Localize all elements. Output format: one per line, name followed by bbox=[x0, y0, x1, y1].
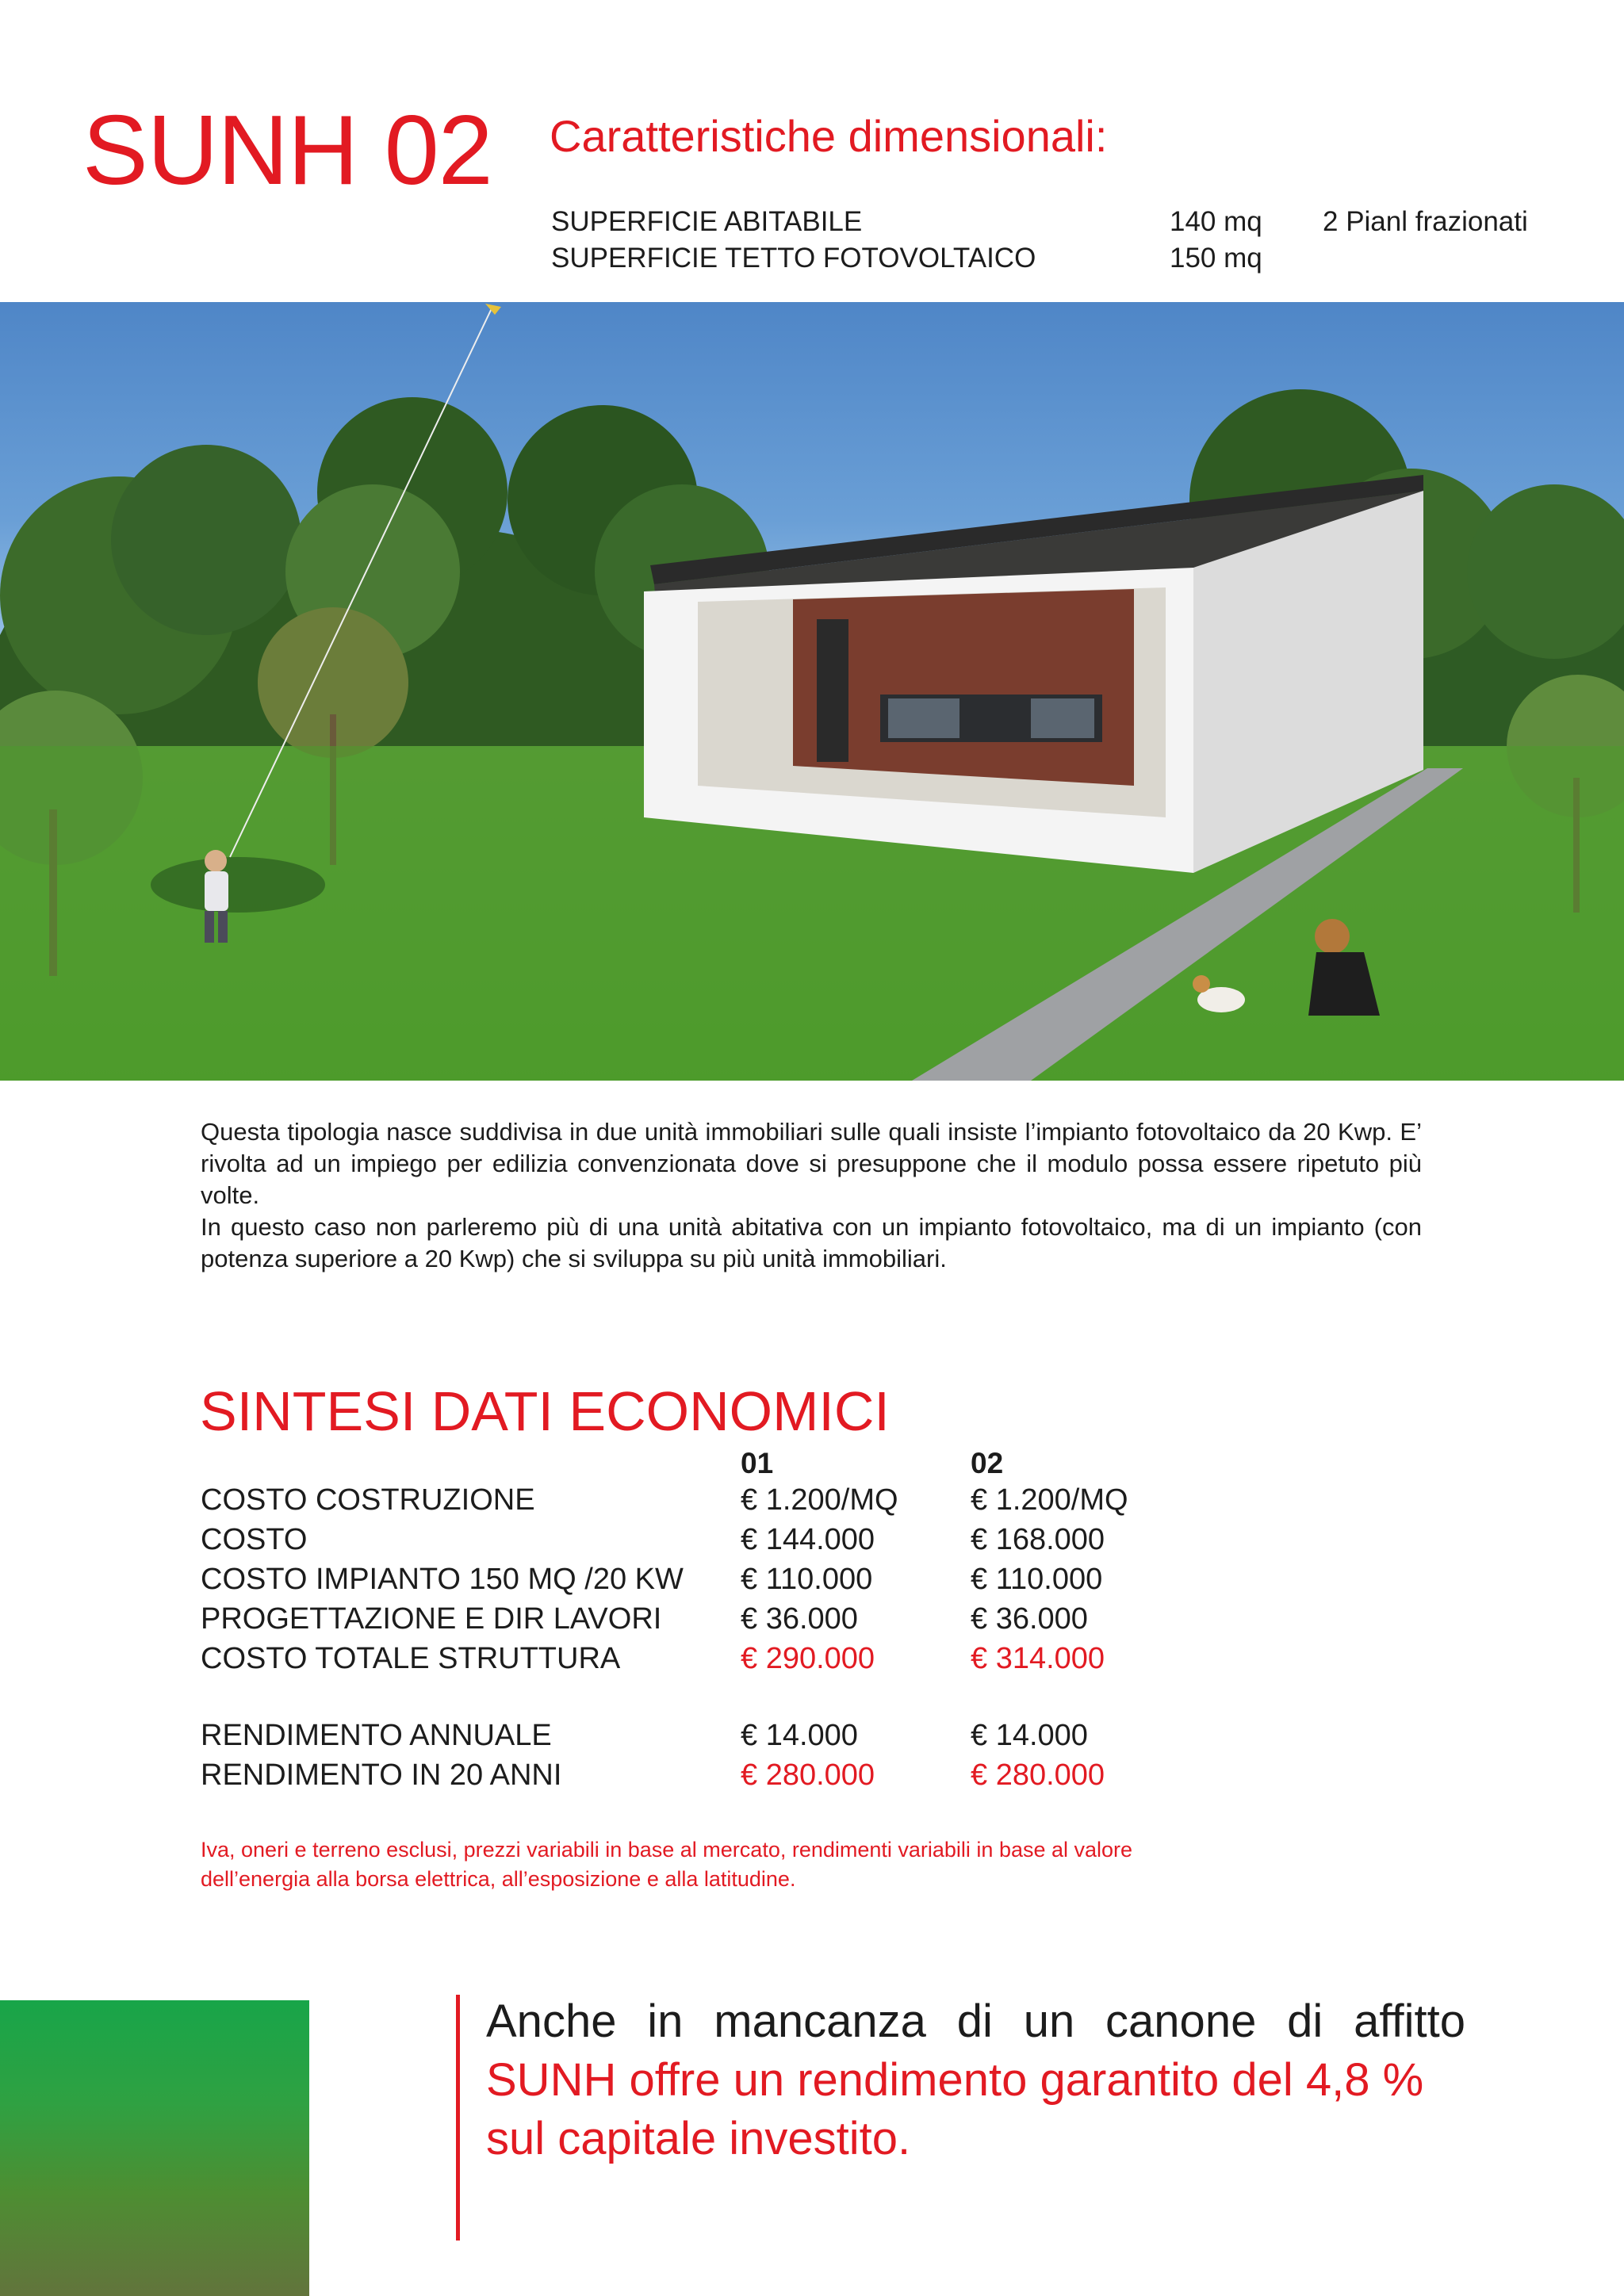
column-header-02: 02 bbox=[971, 1447, 1004, 1479]
tagline-word: mancanza bbox=[714, 1996, 926, 2047]
dimension-note: 2 Pianl frazionati bbox=[1323, 206, 1528, 237]
tagline-line-3: sul capitale investito. bbox=[486, 2113, 911, 2164]
economic-row bbox=[201, 1564, 1231, 1599]
value-01: € 144.000 bbox=[741, 1523, 875, 1556]
value-01: € 36.000 bbox=[741, 1602, 858, 1636]
footnote-line: dell’energia alla borsa elettrica, all’esposizione e alla latitudine. bbox=[201, 1867, 796, 1891]
economic-row-total bbox=[201, 1644, 1231, 1678]
tagline-word: di bbox=[1287, 1996, 1323, 2047]
economic-label: RENDIMENTO IN 20 ANNI bbox=[201, 1758, 562, 1792]
economic-label: COSTO COSTRUZIONE bbox=[201, 1483, 535, 1517]
total-value-01: € 280.000 bbox=[741, 1758, 875, 1792]
value-02: € 168.000 bbox=[971, 1523, 1105, 1556]
economic-label: RENDIMENTO ANNUALE bbox=[201, 1719, 552, 1752]
tagline-word: di bbox=[956, 1996, 993, 2047]
tagline bbox=[486, 1992, 1465, 2168]
tagline-line-1 bbox=[486, 1992, 1465, 2051]
total-value-02: € 280.000 bbox=[971, 1758, 1105, 1792]
value-02: € 1.200/MQ bbox=[971, 1483, 1128, 1517]
dimension-value: 140 mq bbox=[1170, 206, 1262, 237]
economic-label: PROGETTAZIONE E DIR LAVORI bbox=[201, 1602, 662, 1636]
dimension-label: SUPERFICIE TETTO FOTOVOLTAICO bbox=[551, 243, 1036, 274]
value-02: € 110.000 bbox=[971, 1563, 1103, 1596]
tagline-word: canone bbox=[1105, 1996, 1257, 2047]
product-title: SUNH 02 bbox=[82, 96, 492, 205]
economic-label: COSTO IMPIANTO 150 MQ /20 KW bbox=[201, 1563, 684, 1596]
economic-summary-title: SINTESI DATI ECONOMICI bbox=[200, 1380, 890, 1442]
footnote-line: Iva, oneri e terreno esclusi, prezzi variabili in base al mercato, rendimenti variabili in base al valore bbox=[201, 1838, 1133, 1862]
economic-row bbox=[201, 1525, 1231, 1559]
total-value-02: € 314.000 bbox=[971, 1642, 1105, 1675]
economic-row bbox=[201, 1485, 1231, 1520]
house-scene-illustration bbox=[0, 302, 1624, 1081]
dimension-label: SUPERFICIE ABITABILE bbox=[551, 206, 863, 237]
column-header-01: 01 bbox=[741, 1447, 774, 1479]
total-value-01: € 290.000 bbox=[741, 1642, 875, 1675]
economic-row-total bbox=[201, 1760, 1231, 1795]
dimensions-heading: Caratteristiche dimensionali: bbox=[550, 111, 1108, 161]
dimension-value: 150 mq bbox=[1170, 243, 1262, 274]
tagline-word: Anche bbox=[486, 1996, 617, 2047]
economic-label: COSTO TOTALE STRUTTURA bbox=[201, 1642, 621, 1675]
description-text bbox=[201, 1116, 1422, 1275]
green-decorative-block bbox=[0, 2000, 309, 2296]
value-01: € 1.200/MQ bbox=[741, 1483, 898, 1517]
red-divider-bar bbox=[456, 1995, 460, 2241]
tagline-line-2: SUNH offre un rendimento garantito del 4,8 % bbox=[486, 2054, 1424, 2106]
description-paragraph: In questo caso non parleremo più di una unità abitativa con un impianto fotovoltaico, ma di un impianto (con potenza superiore a 20 Kwp) che si sviluppa su più unità immobiliari. bbox=[201, 1213, 1422, 1272]
economic-row bbox=[201, 1604, 1231, 1639]
value-01: € 14.000 bbox=[741, 1719, 858, 1752]
tagline-word: affitto bbox=[1354, 1996, 1465, 2047]
value-02: € 36.000 bbox=[971, 1602, 1088, 1636]
footnote bbox=[201, 1835, 1311, 1894]
economic-label: COSTO bbox=[201, 1523, 308, 1556]
description-paragraph: Questa tipologia nasce suddivisa in due unità immobiliari sulle quali insiste l’impianto fotovoltaico da 20 Kwp. E’ rivolta ad un impiego per edilizia convenzionata dove si presuppone che il modulo possa essere ripetuto più volte. bbox=[201, 1118, 1422, 1209]
economic-row bbox=[201, 1720, 1231, 1755]
tagline-word: un bbox=[1023, 1996, 1075, 2047]
value-01: € 110.000 bbox=[741, 1563, 873, 1596]
tagline-word: in bbox=[647, 1996, 684, 2047]
value-02: € 14.000 bbox=[971, 1719, 1088, 1752]
house-rendering-image bbox=[0, 302, 1624, 1081]
